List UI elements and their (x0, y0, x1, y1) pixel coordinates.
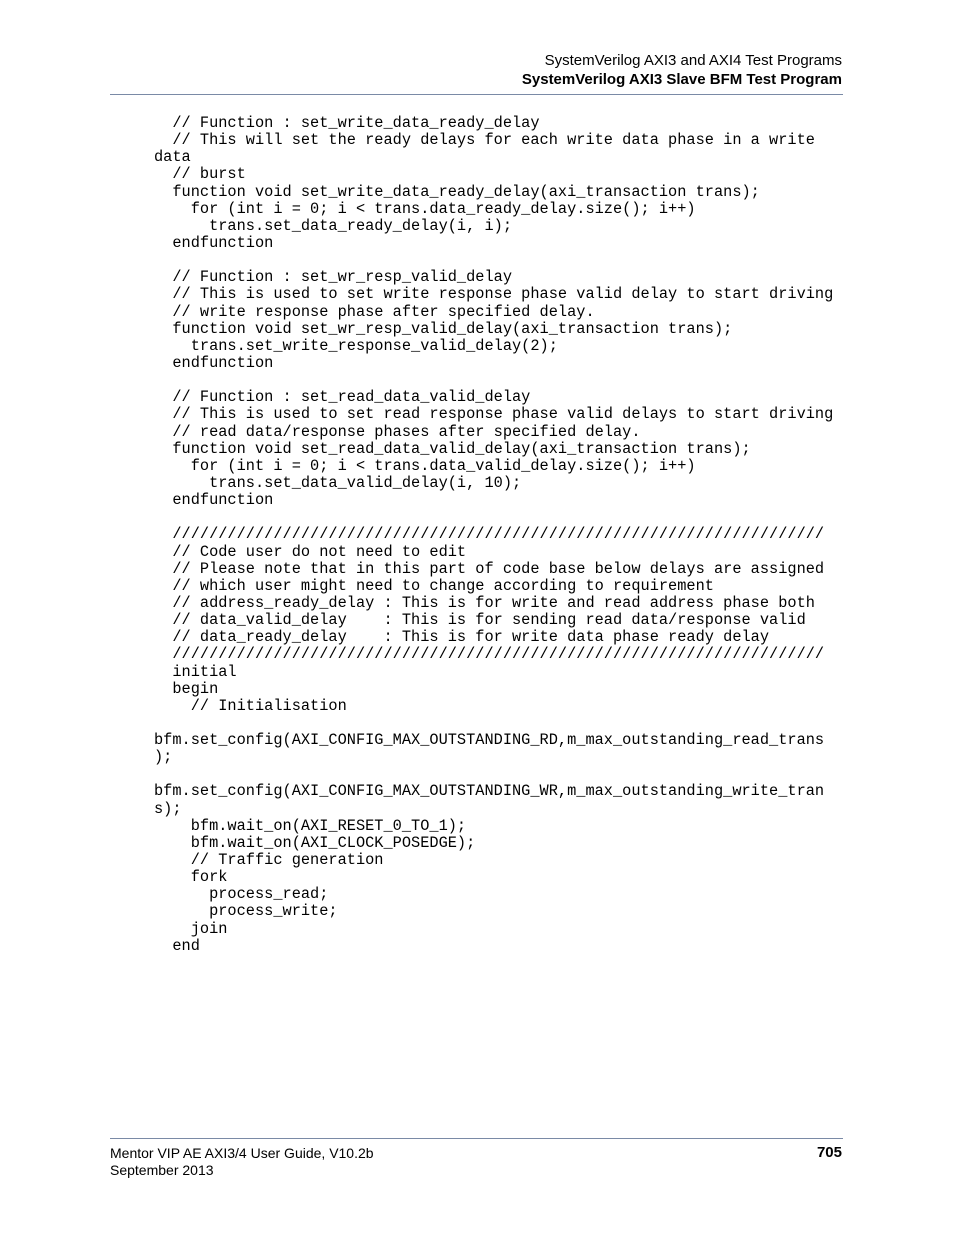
code-line: process_read; (154, 885, 329, 904)
code-line: // address_ready_delay : This is for write and read address phase both (154, 593, 815, 612)
footer-rule (110, 1138, 843, 1139)
code-line: // Code user do not need to edit (154, 542, 467, 561)
code-line: // This is used to set read response phase valid delays to start driving (154, 405, 834, 424)
code-line: // Function : set_write_data_ready_delay (154, 114, 540, 132)
code-line: join (154, 919, 228, 938)
code-line: function void set_wr_resp_valid_delay(axi_transaction trans); (154, 319, 733, 338)
code-line: // This is used to set write response phase valid delay to start driving (154, 285, 834, 304)
code-line: // This will set the ready delays for each write data phase in a write (154, 131, 815, 150)
code-line: /////////////////////////////////////////////////////////////////////// (154, 525, 825, 544)
code-line: trans.set_data_ready_delay(i, i); (154, 216, 513, 235)
code-line: // read data/response phases after specified delay. (154, 422, 641, 441)
page-number: 705 (816, 1144, 842, 1161)
code-line: function void set_write_data_ready_delay(axi_transaction trans); (154, 182, 760, 201)
code-line: initial (154, 662, 237, 681)
code-line: end (154, 936, 200, 955)
code-line: endfunction (154, 353, 274, 372)
chapter-title: SystemVerilog AXI3 and AXI4 Test Programs (544, 52, 842, 69)
code-line: /////////////////////////////////////////////////////////////////////// (154, 645, 825, 664)
code-line: for (int i = 0; i < trans.data_ready_delay.size(); i++) (154, 199, 696, 218)
section-title: SystemVerilog AXI3 Slave BFM Test Program (521, 71, 842, 88)
code-line: trans.set_write_response_valid_delay(2); (154, 336, 558, 355)
code-line: begin (154, 679, 219, 698)
code-line: bfm.set_config(AXI_CONFIG_MAX_OUTSTANDING_WR,m_max_outstanding_write_tran (154, 782, 825, 801)
code-line: // Function : set_wr_resp_valid_delay (154, 268, 513, 287)
code-line: bfm.set_config(AXI_CONFIG_MAX_OUTSTANDING_RD,m_max_outstanding_read_trans (154, 731, 825, 750)
page-footer (110, 1145, 374, 1179)
publication-date: September 2013 (110, 1162, 214, 1178)
code-line: for (int i = 0; i < trans.data_valid_delay.size(); i++) (154, 456, 696, 475)
code-line (154, 372, 833, 389)
code-line: bfm.wait_on(AXI_CLOCK_POSEDGE); (154, 833, 476, 852)
code-line: endfunction (154, 233, 274, 252)
code-line: ); (154, 748, 173, 767)
code-line: // write response phase after specified delay. (154, 302, 595, 321)
code-line: // Initialisation (154, 696, 347, 715)
code-line: // which user might need to change according to requirement (154, 576, 714, 595)
page-header (522, 51, 842, 90)
code-line (154, 766, 833, 783)
code-line: s); (154, 799, 182, 818)
code-line: // burst (154, 165, 246, 184)
code-listing (154, 115, 833, 955)
code-line: // Function : set_read_data_valid_delay (154, 388, 531, 407)
code-line (154, 509, 833, 526)
code-line: // data_valid_delay : This is for sending read data/response valid (154, 611, 806, 630)
code-line: // data_ready_delay : This is for write data phase ready delay (154, 628, 770, 647)
code-line: // Traffic generation (154, 851, 384, 870)
code-line: fork (154, 868, 228, 887)
guide-title: Mentor VIP AE AXI3/4 User Guide, V10.2b (110, 1145, 374, 1161)
code-line (154, 715, 833, 732)
code-line: endfunction (154, 491, 274, 510)
code-line: trans.set_data_valid_delay(i, 10); (154, 473, 522, 492)
code-line: process_write; (154, 902, 338, 921)
code-line (154, 252, 833, 269)
code-line: // Please note that in this part of code base below delays are assigned (154, 559, 825, 578)
code-line: function void set_read_data_valid_delay(axi_transaction trans); (154, 439, 751, 458)
code-line: data (154, 148, 191, 167)
code-line: bfm.wait_on(AXI_RESET_0_TO_1); (154, 816, 467, 835)
header-rule (110, 94, 843, 95)
